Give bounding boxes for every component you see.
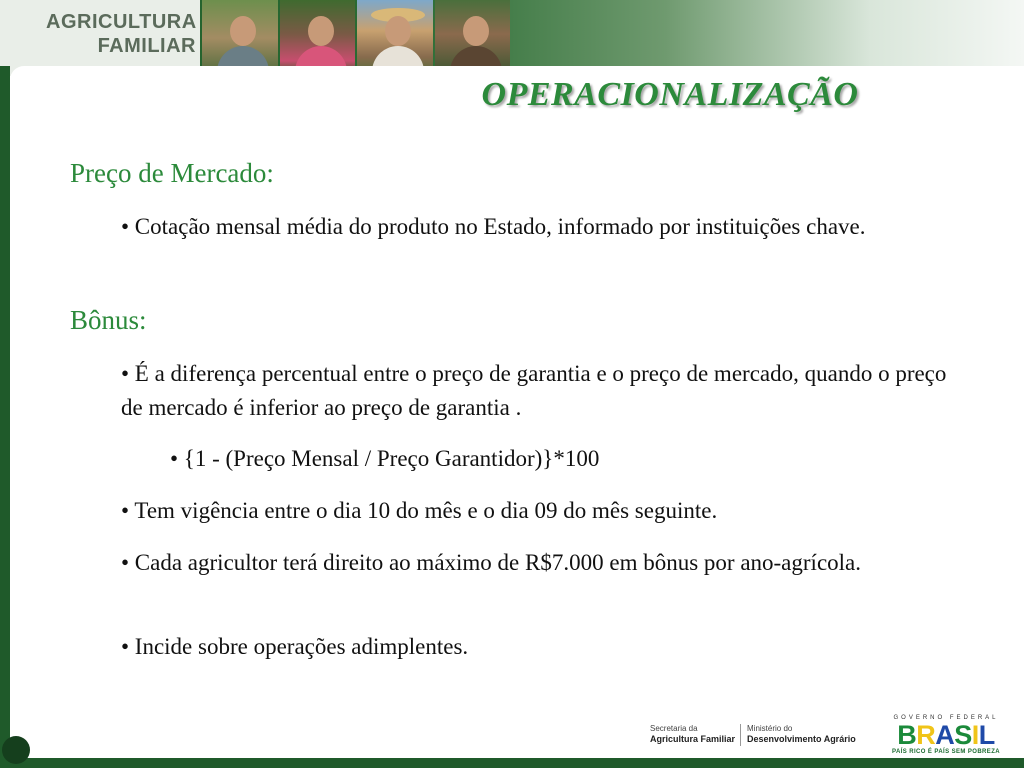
bullet-limite-bonus: • Cada agricultor terá direito ao máximo de R$7.000 em bônus por ano-agrícola. (121, 550, 861, 575)
bullet-vigencia: • Tem vigência entre o dia 10 do mês e o dia 09 do mês seguinte. (121, 498, 718, 523)
secretaria-line-2: Agricultura Familiar (650, 734, 736, 744)
header-photo-strip (202, 0, 510, 76)
bullet-cotacao: • Cotação mensal média do produto no Estado, informado por instituições chave. (121, 214, 866, 239)
brasil-slogan: PAÍS RICO É PAÍS SEM POBREZA (892, 749, 1000, 755)
photo-farmer-with-tool (435, 0, 511, 76)
secretaria-logo (650, 724, 735, 745)
brasil-letter-l: L (978, 720, 995, 750)
photo-farmer-young-man (202, 0, 278, 76)
footer-logos (640, 714, 1020, 756)
brasil-wordmark (878, 722, 1014, 748)
bullet-diferenca-percentual: • É a diferença percentual entre o preço de garantia e o preço de mercado, quando o preço de mercado é inferior ao preço de garantia . (121, 361, 947, 420)
brasil-letter-a: A (935, 720, 955, 750)
ministerio-line-2: Desenvolvimento Agrário (747, 734, 856, 744)
photo-farmer-man-with-hat (357, 0, 433, 76)
left-rail (0, 66, 10, 768)
bottom-rail (0, 758, 1024, 768)
section-heading-preco-de-mercado: Preço de Mercado: (70, 158, 274, 188)
slide-title: OPERACIONALIZAÇÃO (481, 76, 859, 113)
logo-line-2: FAMILIAR (97, 35, 196, 57)
corner-decoration (2, 736, 30, 764)
brasil-letter-b: B (897, 720, 917, 750)
agricultura-familiar-logo (0, 0, 200, 76)
governo-federal-label: GOVERNO FEDERAL (893, 715, 999, 721)
governo-federal-brasil-logo (878, 714, 1014, 756)
bullet-formula: • {1 - (Preço Mensal / Preço Garantidor)}*100 (170, 446, 600, 471)
brasil-letter-i: I (971, 720, 979, 750)
footer-divider (740, 724, 741, 746)
photo-farmer-woman (280, 0, 356, 76)
ministerio-line-1: Ministério do (747, 724, 793, 733)
ministerio-logo (747, 724, 856, 745)
secretaria-line-1: Secretaria da (650, 724, 698, 733)
bullet-adimplentes: • Incide sobre operações adimplentes. (121, 634, 469, 659)
logo-text (46, 10, 196, 58)
brasil-letter-r: R (916, 720, 936, 750)
brasil-letter-s: S (954, 720, 972, 750)
section-heading-bonus: Bônus: (70, 305, 147, 335)
logo-line-1: AGRICULTURA (46, 11, 197, 33)
